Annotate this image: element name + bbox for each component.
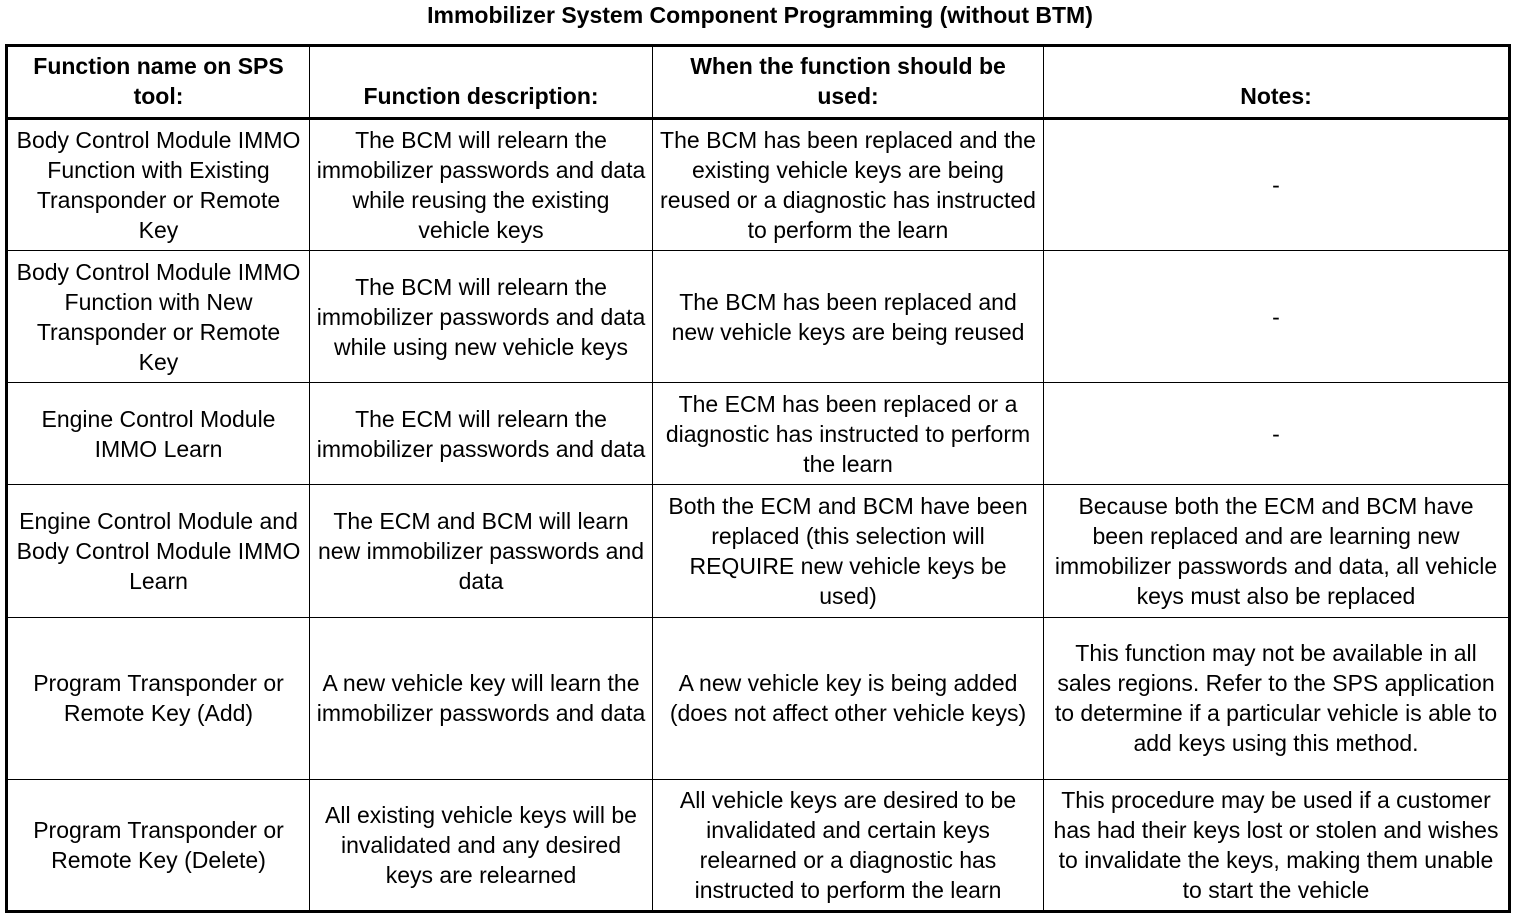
cell-notes: Because both the ECM and BCM have been replaced and are learning new immobilizer passwords and data, all vehicle keys must also be replaced [1044, 485, 1510, 617]
document-title: Immobilizer System Component Programming (without BTM) [427, 2, 1093, 28]
cell-notes: - [1044, 383, 1510, 485]
cell-function-name: Program Transponder or Remote Key (Delete) [7, 779, 310, 911]
table-row [7, 617, 1510, 779]
cell-when-used: A new vehicle key is being added (does not affect other vehicle keys) [653, 617, 1044, 779]
cell-description: The BCM will relearn the immobilizer passwords and data while reusing the existing vehicle keys [310, 119, 653, 251]
cell-notes: This function may not be available in all sales regions. Refer to the SPS application to determine if a particular vehicle is able to add keys using this method. [1044, 617, 1510, 779]
table-row [7, 119, 1510, 251]
cell-notes: - [1044, 119, 1510, 251]
table-row [7, 485, 1510, 617]
immobilizer-programming-table [5, 44, 1511, 913]
header-function-description: Function description: [310, 46, 653, 119]
table-row [7, 251, 1510, 383]
table-row [7, 383, 1510, 485]
cell-description: All existing vehicle keys will be invalidated and any desired keys are relearned [310, 779, 653, 911]
cell-function-name: Program Transponder or Remote Key (Add) [7, 617, 310, 779]
cell-function-name: Engine Control Module IMMO Learn [7, 383, 310, 485]
cell-function-name: Body Control Module IMMO Function with Existing Transponder or Remote Key [7, 119, 310, 251]
cell-description: The ECM will relearn the immobilizer passwords and data [310, 383, 653, 485]
cell-notes: - [1044, 251, 1510, 383]
cell-description: A new vehicle key will learn the immobilizer passwords and data [310, 617, 653, 779]
header-notes: Notes: [1044, 46, 1510, 119]
cell-function-name: Engine Control Module and Body Control Module IMMO Learn [7, 485, 310, 617]
header-row [7, 46, 1510, 119]
cell-function-name: Body Control Module IMMO Function with New Transponder or Remote Key [7, 251, 310, 383]
cell-when-used: Both the ECM and BCM have been replaced (this selection will REQUIRE new vehicle keys be used) [653, 485, 1044, 617]
cell-notes: This procedure may be used if a customer has had their keys lost or stolen and wishes to invalidate the keys, making them unable to start the vehicle [1044, 779, 1510, 911]
cell-when-used: The BCM has been replaced and new vehicle keys are being reused [653, 251, 1044, 383]
header-when-used: When the function should be used: [653, 46, 1044, 119]
cell-description: The BCM will relearn the immobilizer passwords and data while using new vehicle keys [310, 251, 653, 383]
table-row [7, 779, 1510, 911]
cell-when-used: The BCM has been replaced and the existing vehicle keys are being reused or a diagnostic has instructed to perform the learn [653, 119, 1044, 251]
cell-description: The ECM and BCM will learn new immobilizer passwords and data [310, 485, 653, 617]
header-function-name: Function name on SPS tool: [7, 46, 310, 119]
cell-when-used: The ECM has been replaced or a diagnostic has instructed to perform the learn [653, 383, 1044, 485]
cell-when-used: All vehicle keys are desired to be invalidated and certain keys relearned or a diagnostic has instructed to perform the learn [653, 779, 1044, 911]
